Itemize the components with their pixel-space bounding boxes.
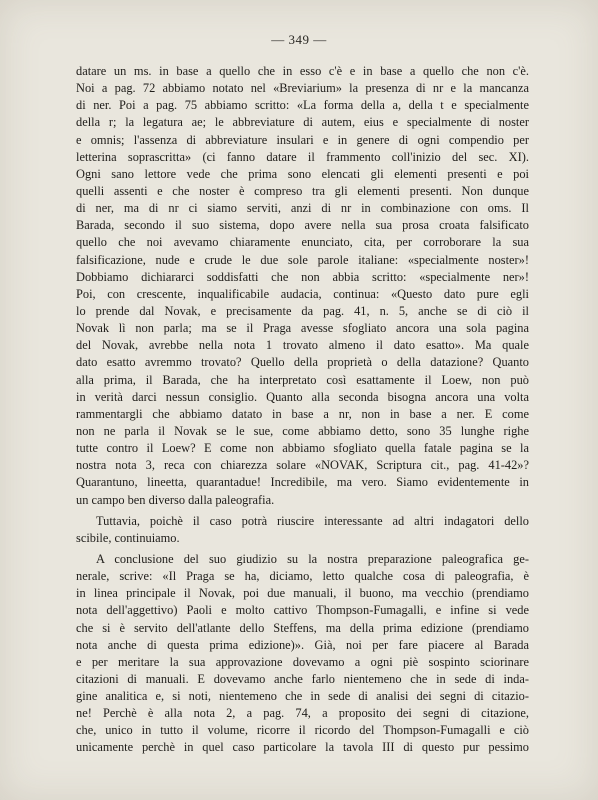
text-line: quello che noi avevamo chiaramente enunciato, cita, per corroborare la sua (76, 235, 529, 250)
text-line: non ne parla il Novak se le sue, come abbiamo detto, sono 35 lunghe righe (76, 423, 529, 438)
text-line: Poi, con crescente, inqualificabile audacia, continua: «Questo dato pure egli (76, 286, 529, 301)
text-line: Noi a pag. 72 abbiamo notato nel «Breviarium» la presenza di nr e la mancanza (76, 81, 529, 96)
text-line: datare un ms. in base a quello che in esso c'è e in base a quello che non c'è. (76, 64, 529, 78)
paragraph (76, 551, 529, 757)
text-line: nota dell'aggettivo) Paoli e molto cattivo Thompson-Fumagalli, e infine si vede (76, 603, 529, 618)
text-line: Novak lì non parla; ma se il Praga avesse sfogliato ancora una sola pagina (76, 321, 529, 336)
text-line: gine analitica e, si noti, nientemeno che in sede di analisi dei segni di citazio- (76, 689, 529, 704)
text-line: nostra nota 3, reca con chiarezza solare «NOVAK, Scriptura cit., pag. 41-42»? (76, 458, 529, 473)
paragraph (76, 513, 529, 547)
text-line: un campo ben diverso dalla paleografia. (76, 492, 275, 507)
text-line: e omnis; l'assenza di abbreviature insulari e in genere di ogni compendio per (76, 132, 529, 147)
text-line: scibile, continuiamo. (76, 530, 180, 545)
text-line: e per meritare la sua approvazione dovevamo a ogni piè sospinto sciorinare (76, 654, 529, 669)
text-line: in linea principale il Novak, poi due manuali, il buono, ma vecchio (prendiamo (76, 586, 529, 601)
text-line: di ner. Poi a pag. 75 abbiamo scritto: «La forma della a, della t e specialmente (76, 98, 529, 113)
text-line: in verità darci nessun consiglio. Quanto alla seconda bisogna ancora una volta (76, 389, 529, 404)
text-line: unicamente perchè in quel caso particolare la tavola III di questo pur pessimo (76, 740, 529, 755)
text-line: tutte contro il Loew? E come non abbiamo sfogliato quella fatale pagina se la (76, 441, 529, 456)
text-line: di ner, ma di nr ci siamo serviti, anzi di nr in combinazione con oms. Il (76, 201, 529, 216)
text-line: che si è servito dell'atlante dello Steffens, ma della prima edizione (prendiamo (76, 620, 529, 635)
text-line: nerale, scrive: «Il Praga se ha, diciamo, letto qualche cosa di paleografia, è (76, 569, 529, 584)
text-line: A conclusione del suo giudizio su la nostra preparazione paleografica ge- (96, 551, 529, 566)
text-line: quelli assenti e che noster è compreso tra gli elementi presenti. Non dunque (76, 183, 529, 198)
text-line: lo prende dal Novak, e precisamente da pag. 41, n. 5, anche se di ciò il (76, 303, 529, 318)
body-text (76, 63, 529, 757)
text-line: rammentargli che abbiamo datato in base a nr, non in base a ner. E come (76, 406, 529, 421)
text-line: ne! Perchè è alla nota 2, a pag. 74, a proposito dei segni di citazione, (76, 706, 529, 721)
text-line: citazioni di manuali. E dovevamo anche farlo nientemeno che in sede di inda- (76, 671, 529, 686)
text-line: dato esatto avremmo trovato? Quello della proprietà o della datazione? Quanto (76, 355, 529, 370)
text-line: falsificazione, nude e crude le due sole parole italiane: «specialmente noster»! (76, 252, 529, 267)
page-number: — 349 — (271, 32, 327, 47)
text-line: alla prima, il Barada, che ha interpretato così esattamente il Loew, non può (76, 372, 529, 387)
text-line: letterina soprascritta» (ci fanno datare il frammento coll'inizio del sec. XI). (76, 149, 529, 164)
paragraph (76, 63, 529, 509)
text-line: Dobbiamo dichiararci soddisfatti che non abbia scritto: «specialmente ner»! (76, 269, 529, 284)
text-line: del Novak, avrebbe nella nota 1 trovato almeno il dato esatto». Ma quale (76, 338, 529, 353)
text-line: che, unico in tutto il volume, ricorre il ricordo del Thompson-Fumagalli e ciò (76, 723, 529, 738)
text-line: Barada, secondo il suo sistema, dopo avere nella sua prosa croata falsificato (76, 218, 529, 233)
text-line: nota anche di questa prima edizione)». Già, noi per fare piacere al Barada (76, 637, 529, 652)
text-line: Quarantuno, lineetta, quarantadue! Incredibile, ma vero. Siamo evidentemente in (76, 475, 529, 490)
text-line: Tuttavia, poichè il caso potrà riuscire interessante ad altri indagatori dello (96, 513, 529, 528)
text-line: della r; la legatura ae; le abbreviature di autem, eius e specialmente di noster (76, 115, 529, 130)
text-line: Ogni sano lettore vede che prima sono elencati gli elementi presenti e poi (76, 166, 529, 181)
